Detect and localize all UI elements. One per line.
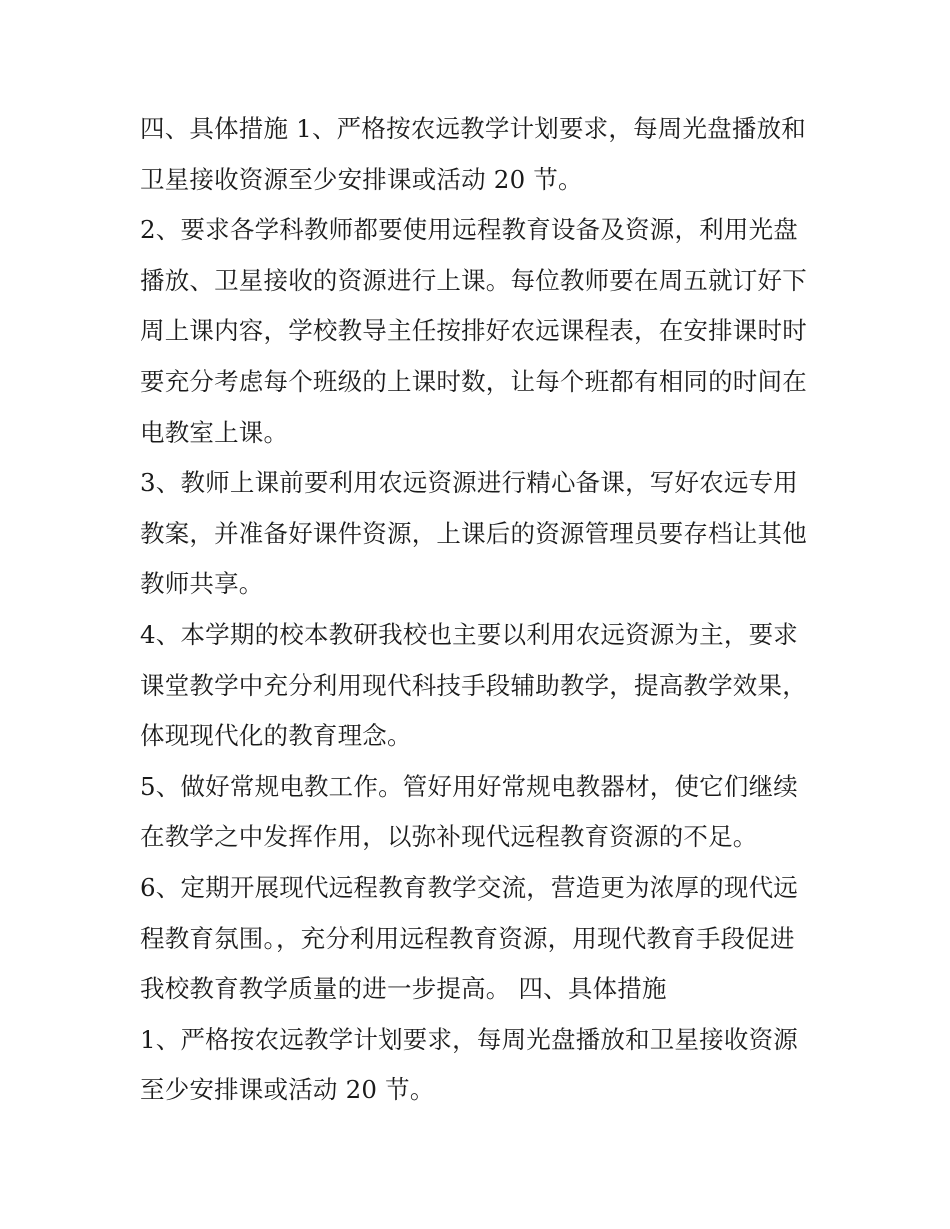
paragraph-measures-5: 5、做好常规电教工作。管好用好常规电教器材，使它们继续在教学之中发挥作用，以弥补现代远程教育资源的不足。: [140, 771, 798, 852]
document-body: [140, 104, 816, 1116]
paragraph-measures-2: 2、要求各学科教师都要使用远程教育设备及资源，利用光盘播放、卫星接收的资源进行上课。每位教师要在周五就订好下周上课内容，学校教导主任按排好农远课程表，在安排课时时要充分考虑每个班级的上课时数，让每个班都有相同的时间在电教室上课。: [140, 215, 807, 447]
paragraph-measures-4: 4、本学期的校本教研我校也主要以利用农远资源为主，要求课堂教学中充分利用现代科技手段辅助教学，提高教学效果，体现现代化的教育理念。: [140, 619, 807, 751]
paragraph-measures-1: 四、具体措施 1、严格按农远教学计划要求，每周光盘播放和卫星接收资源至少安排课或活动 20 节。: [140, 114, 806, 194]
paragraph-measures-3: 3、教师上课前要利用农远资源进行精心备课，写好农远专用教案，并准备好课件资源，上课后的资源管理员要存档让其他教师共享。: [140, 468, 807, 599]
paragraph-measures-6: 6、定期开展现代远程教育教学交流，营造更为浓厚的现代远程教育氛围。，充分利用远程教育资源，用现代教育手段促进我校教育教学质量的进一步提高。 四、具体措施: [140, 872, 798, 1004]
paragraph-measures-1-repeat: 1、严格按农远教学计划要求，每周光盘播放和卫星接收资源至少安排课或活动 20 节。: [140, 1024, 798, 1105]
